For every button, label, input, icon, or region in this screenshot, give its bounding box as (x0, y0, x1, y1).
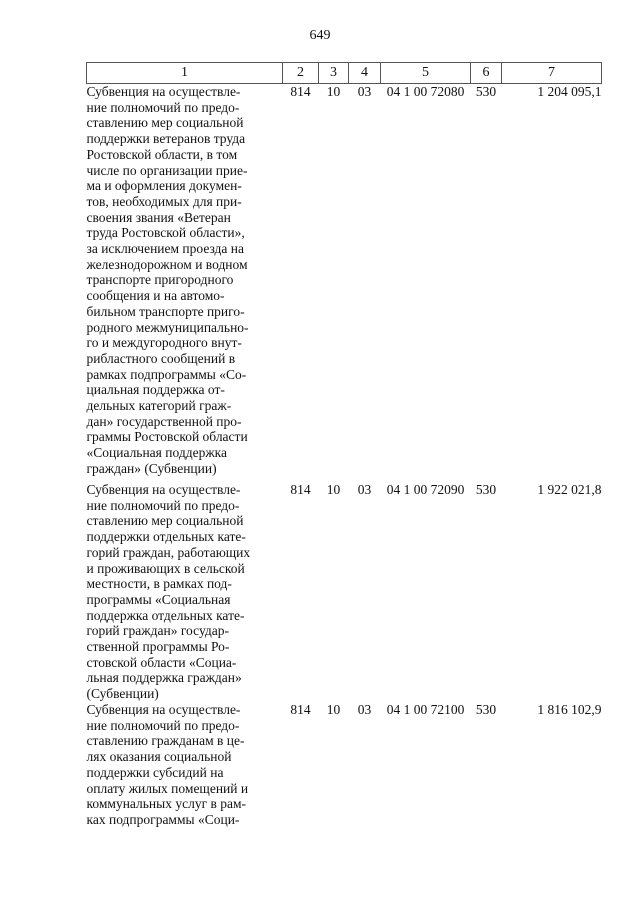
header-col-1: 1 (87, 63, 283, 84)
expense-type-code: 530 (475, 702, 497, 717)
description-line: рибластного сообщений в (86, 350, 236, 366)
description-line: Субвенция на осуществле- (86, 482, 241, 497)
target-article-code: 04 1 00 72080 (386, 84, 465, 99)
description-line: поддержка отдельных кате- (86, 607, 245, 623)
description-line: поддержки субсидий на (86, 764, 224, 780)
section-code: 10 (326, 482, 341, 497)
page-number: 649 (309, 28, 331, 43)
description-line: ние полномочий по предо- (86, 497, 240, 513)
description-line: го и междугородного внут- (86, 335, 242, 351)
table-row (87, 702, 602, 902)
description-line: горий граждан» государ- (86, 623, 229, 639)
description-line: стовской области «Социа- (86, 654, 237, 670)
description-line: ние полномочий по предо- (86, 99, 240, 115)
ministry-code: 814 (290, 702, 311, 717)
description-line: и проживающих в сельской (86, 560, 245, 576)
description-line: родного межмуниципально- (86, 319, 249, 335)
description-line: ставлению гражданам в це- (86, 733, 245, 749)
description-line: ставлению мер социальной (86, 513, 244, 529)
description-line: своения звания «Ветеран (86, 209, 231, 225)
table-row (87, 84, 602, 483)
amount: 1 816 102,9 (537, 702, 602, 717)
description-line: льная поддержка граждан» (86, 670, 242, 686)
ministry-code: 814 (290, 84, 311, 99)
section-code: 10 (326, 84, 341, 99)
description-line: Субвенция на осуществле- (86, 84, 241, 99)
description-line: Субвенция на осуществле- (86, 702, 241, 717)
description-line: дан» государственной про- (86, 413, 242, 429)
description-line: (Субвенции) (86, 686, 159, 702)
table-header-row (87, 63, 602, 84)
section-code: 10 (326, 702, 341, 717)
budget-table (86, 62, 602, 902)
description-line: сообщения и на автомо- (86, 288, 225, 304)
header-col-5: 5 (381, 63, 471, 84)
description-line: оплату жилых помещений и (86, 780, 249, 796)
description-line: тов, необходимых для при- (86, 193, 242, 209)
description-line: дельных категорий граж- (86, 398, 232, 414)
description-line: рамках подпрограммы «Со- (86, 366, 247, 382)
target-article-code: 04 1 00 72090 (386, 482, 465, 497)
description-line: местности, в рамках под- (86, 576, 232, 592)
row-description (87, 702, 283, 902)
row-description (87, 84, 283, 483)
subsection-code: 03 (357, 482, 372, 497)
expense-type-code: 530 (475, 84, 497, 99)
description-line: ние полномочий по предо- (86, 717, 240, 733)
description-line: числе по организации прие- (86, 162, 248, 178)
subsection-code: 03 (357, 84, 372, 99)
description-line: граждан» (Субвенции) (86, 460, 217, 476)
ministry-code: 814 (290, 482, 311, 497)
description-line: «Социальная поддержка (86, 445, 227, 461)
description-line: ставлению мер социальной (86, 115, 244, 131)
description-line: ках подпрограммы «Соци- (86, 811, 240, 827)
expense-type-code: 530 (475, 482, 497, 497)
header-col-6: 6 (471, 63, 502, 84)
description-line: ственной программы Ро- (86, 639, 230, 655)
row-description (87, 482, 283, 702)
description-line: бильном транспорте приго- (86, 303, 245, 319)
description-line: Ростовской области, в том (86, 146, 238, 162)
description-line: ма и оформления докумен- (86, 178, 242, 194)
description-line: транспорте пригородного (86, 272, 234, 288)
description-line: лях оказания социальной (86, 749, 232, 765)
description-line: железнодорожном и водном (86, 256, 248, 272)
description-line: труда Ростовской области», (86, 225, 245, 241)
table-row (87, 482, 602, 702)
header-col-4: 4 (349, 63, 381, 84)
description-line: поддержки отдельных кате- (86, 529, 246, 545)
description-line: горий граждан, работающих (86, 544, 251, 560)
description-line: за исключением проезда на (86, 241, 245, 257)
description-line: граммы Ростовской области (86, 429, 248, 445)
subsection-code: 03 (357, 702, 372, 717)
description-line: поддержки ветеранов труда (86, 131, 246, 147)
header-col-2: 2 (283, 63, 319, 84)
amount: 1 204 095,1 (537, 84, 602, 99)
header-col-3: 3 (319, 63, 349, 84)
target-article-code: 04 1 00 72100 (386, 702, 465, 717)
header-col-7: 7 (502, 63, 602, 84)
amount: 1 922 021,8 (537, 482, 602, 497)
description-line: циальная поддержка от- (86, 382, 225, 398)
description-line: программы «Социальная (86, 591, 231, 607)
description-line: коммунальных услуг в рам- (86, 796, 247, 812)
